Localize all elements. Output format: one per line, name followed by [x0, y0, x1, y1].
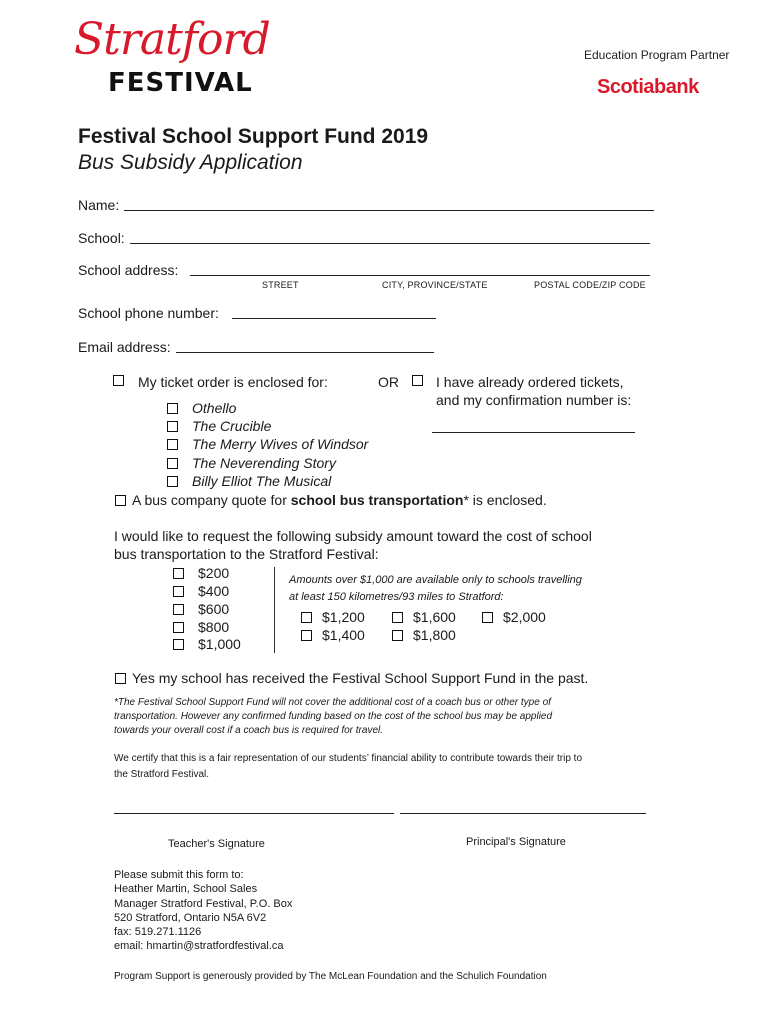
disclaimer-line-2: transportation. However any confirmed funding based on the cost of the school bus may be applied [114, 711, 553, 722]
amount-checkbox-600[interactable] [173, 604, 184, 615]
ticket-enclosed-label: My ticket order is enclosed for: [138, 374, 328, 390]
name-label: Name: [78, 197, 120, 213]
phone-label: School phone number: [78, 305, 219, 321]
certify-line-2: the Stratford Festival. [114, 769, 210, 780]
amount-label: $2,000 [503, 609, 546, 625]
amount-label: $1,000 [198, 636, 241, 652]
ticket-ordered-checkbox[interactable] [412, 375, 423, 386]
page-title: Festival School Support Fund 2019 [78, 125, 429, 148]
amount-label: $600 [198, 601, 230, 617]
amount-label: $400 [198, 583, 230, 599]
past-fund-label: Yes my school has received the Festival School Support Fund in the past. [132, 670, 589, 686]
amount-checkbox-1000[interactable] [173, 639, 184, 650]
amount-checkbox-1200[interactable] [301, 612, 312, 623]
amount-checkbox-200[interactable] [173, 568, 184, 579]
bus-quote-bold: school bus transportation [290, 492, 464, 508]
high-amount-note-2: at least 150 kilometres/93 miles to Stratford: [289, 591, 504, 603]
amount-checkbox-2000[interactable] [482, 612, 493, 623]
amount-divider [274, 567, 275, 653]
street-caption: STREET [262, 280, 299, 290]
confirmation-number-field[interactable] [432, 432, 635, 433]
amount-checkbox-400[interactable] [173, 586, 184, 597]
disclaimer-line-3: towards your overall cost if a coach bus is required for travel. [114, 725, 384, 736]
partner-label: Education Program Partner [584, 48, 730, 62]
amount-label: $200 [198, 565, 230, 581]
submit-email: email: hmartin@stratfordfestival.ca [114, 940, 284, 952]
submit-line-2: Heather Martin, School Sales [114, 883, 258, 895]
name-field[interactable] [124, 210, 654, 211]
bus-quote-label [132, 492, 547, 508]
school-label: School: [78, 230, 125, 246]
postal-caption: POSTAL CODE/ZIP CODE [534, 280, 646, 290]
teacher-signature-label: Teacher's Signature [168, 838, 265, 850]
ticket-enclosed-checkbox[interactable] [113, 375, 124, 386]
play-label: The Merry Wives of Windsor [192, 436, 369, 452]
request-text-1: I would like to request the following subsidy amount toward the cost of school [114, 528, 592, 544]
amount-label: $800 [198, 619, 230, 635]
logo-block-text: FESTIVAL [108, 68, 253, 98]
play-checkbox-othello[interactable] [167, 403, 178, 414]
page-subtitle: Bus Subsidy Application [78, 151, 303, 174]
play-checkbox-neverending[interactable] [167, 458, 178, 469]
email-field[interactable] [176, 352, 434, 353]
school-field[interactable] [130, 243, 650, 244]
principal-signature-label: Principal's Signature [466, 836, 566, 848]
email-label: Email address: [78, 339, 171, 355]
submit-line-5: fax: 519.271.1126 [114, 926, 202, 938]
amount-checkbox-1400[interactable] [301, 630, 312, 641]
play-checkbox-crucible[interactable] [167, 421, 178, 432]
bus-quote-checkbox[interactable] [115, 495, 126, 506]
footer-note: Program Support is generously provided by The McLean Foundation and the Schulich Foundation [114, 971, 547, 982]
address-label: School address: [78, 262, 179, 278]
play-checkbox-merry-wives[interactable] [167, 439, 178, 450]
amount-label: $1,800 [413, 627, 456, 643]
bus-quote-suffix: * is enclosed. [463, 492, 547, 508]
high-amount-note-1: Amounts over $1,000 are available only to schools travelling [289, 574, 582, 586]
principal-signature-field[interactable] [400, 813, 646, 814]
scotiabank-logo: Scotiabank [597, 76, 699, 98]
past-fund-checkbox[interactable] [115, 673, 126, 684]
amount-label: $1,600 [413, 609, 456, 625]
play-label: Othello [192, 400, 237, 416]
address-field[interactable] [190, 275, 650, 276]
request-text-2: bus transportation to the Stratford Festival: [114, 546, 379, 562]
disclaimer-line-1: *The Festival School Support Fund will not cover the additional cost of a coach bus or other type of [114, 697, 551, 708]
amount-label: $1,200 [322, 609, 365, 625]
certify-line-1: We certify that this is a fair representation of our students’ financial ability to contribute towards their trip to [114, 753, 583, 764]
amount-checkbox-1600[interactable] [392, 612, 403, 623]
submit-line-1: Please submit this form to: [114, 869, 244, 881]
play-checkbox-billy-elliot[interactable] [167, 476, 178, 487]
amount-checkbox-1800[interactable] [392, 630, 403, 641]
city-caption: CITY, PROVINCE/STATE [382, 280, 488, 290]
phone-field[interactable] [232, 318, 436, 319]
play-label: Billy Elliot The Musical [192, 473, 332, 489]
ticket-ordered-label-2: and my confirmation number is: [436, 392, 632, 408]
ticket-ordered-label-1: I have already ordered tickets, [436, 374, 624, 390]
bus-quote-prefix: A bus company quote for [132, 492, 291, 508]
amount-label: $1,400 [322, 627, 365, 643]
submit-line-4: 520 Stratford, Ontario N5A 6V2 [114, 912, 267, 924]
submit-line-3: Manager Stratford Festival, P.O. Box [114, 898, 293, 910]
play-label: The Crucible [192, 418, 272, 434]
play-label: The Neverending Story [192, 455, 336, 471]
or-label: OR [378, 374, 399, 390]
teacher-signature-field[interactable] [114, 813, 394, 814]
logo-script-text: Stratford [74, 14, 270, 65]
amount-checkbox-800[interactable] [173, 622, 184, 633]
stratford-logo [74, 14, 274, 104]
